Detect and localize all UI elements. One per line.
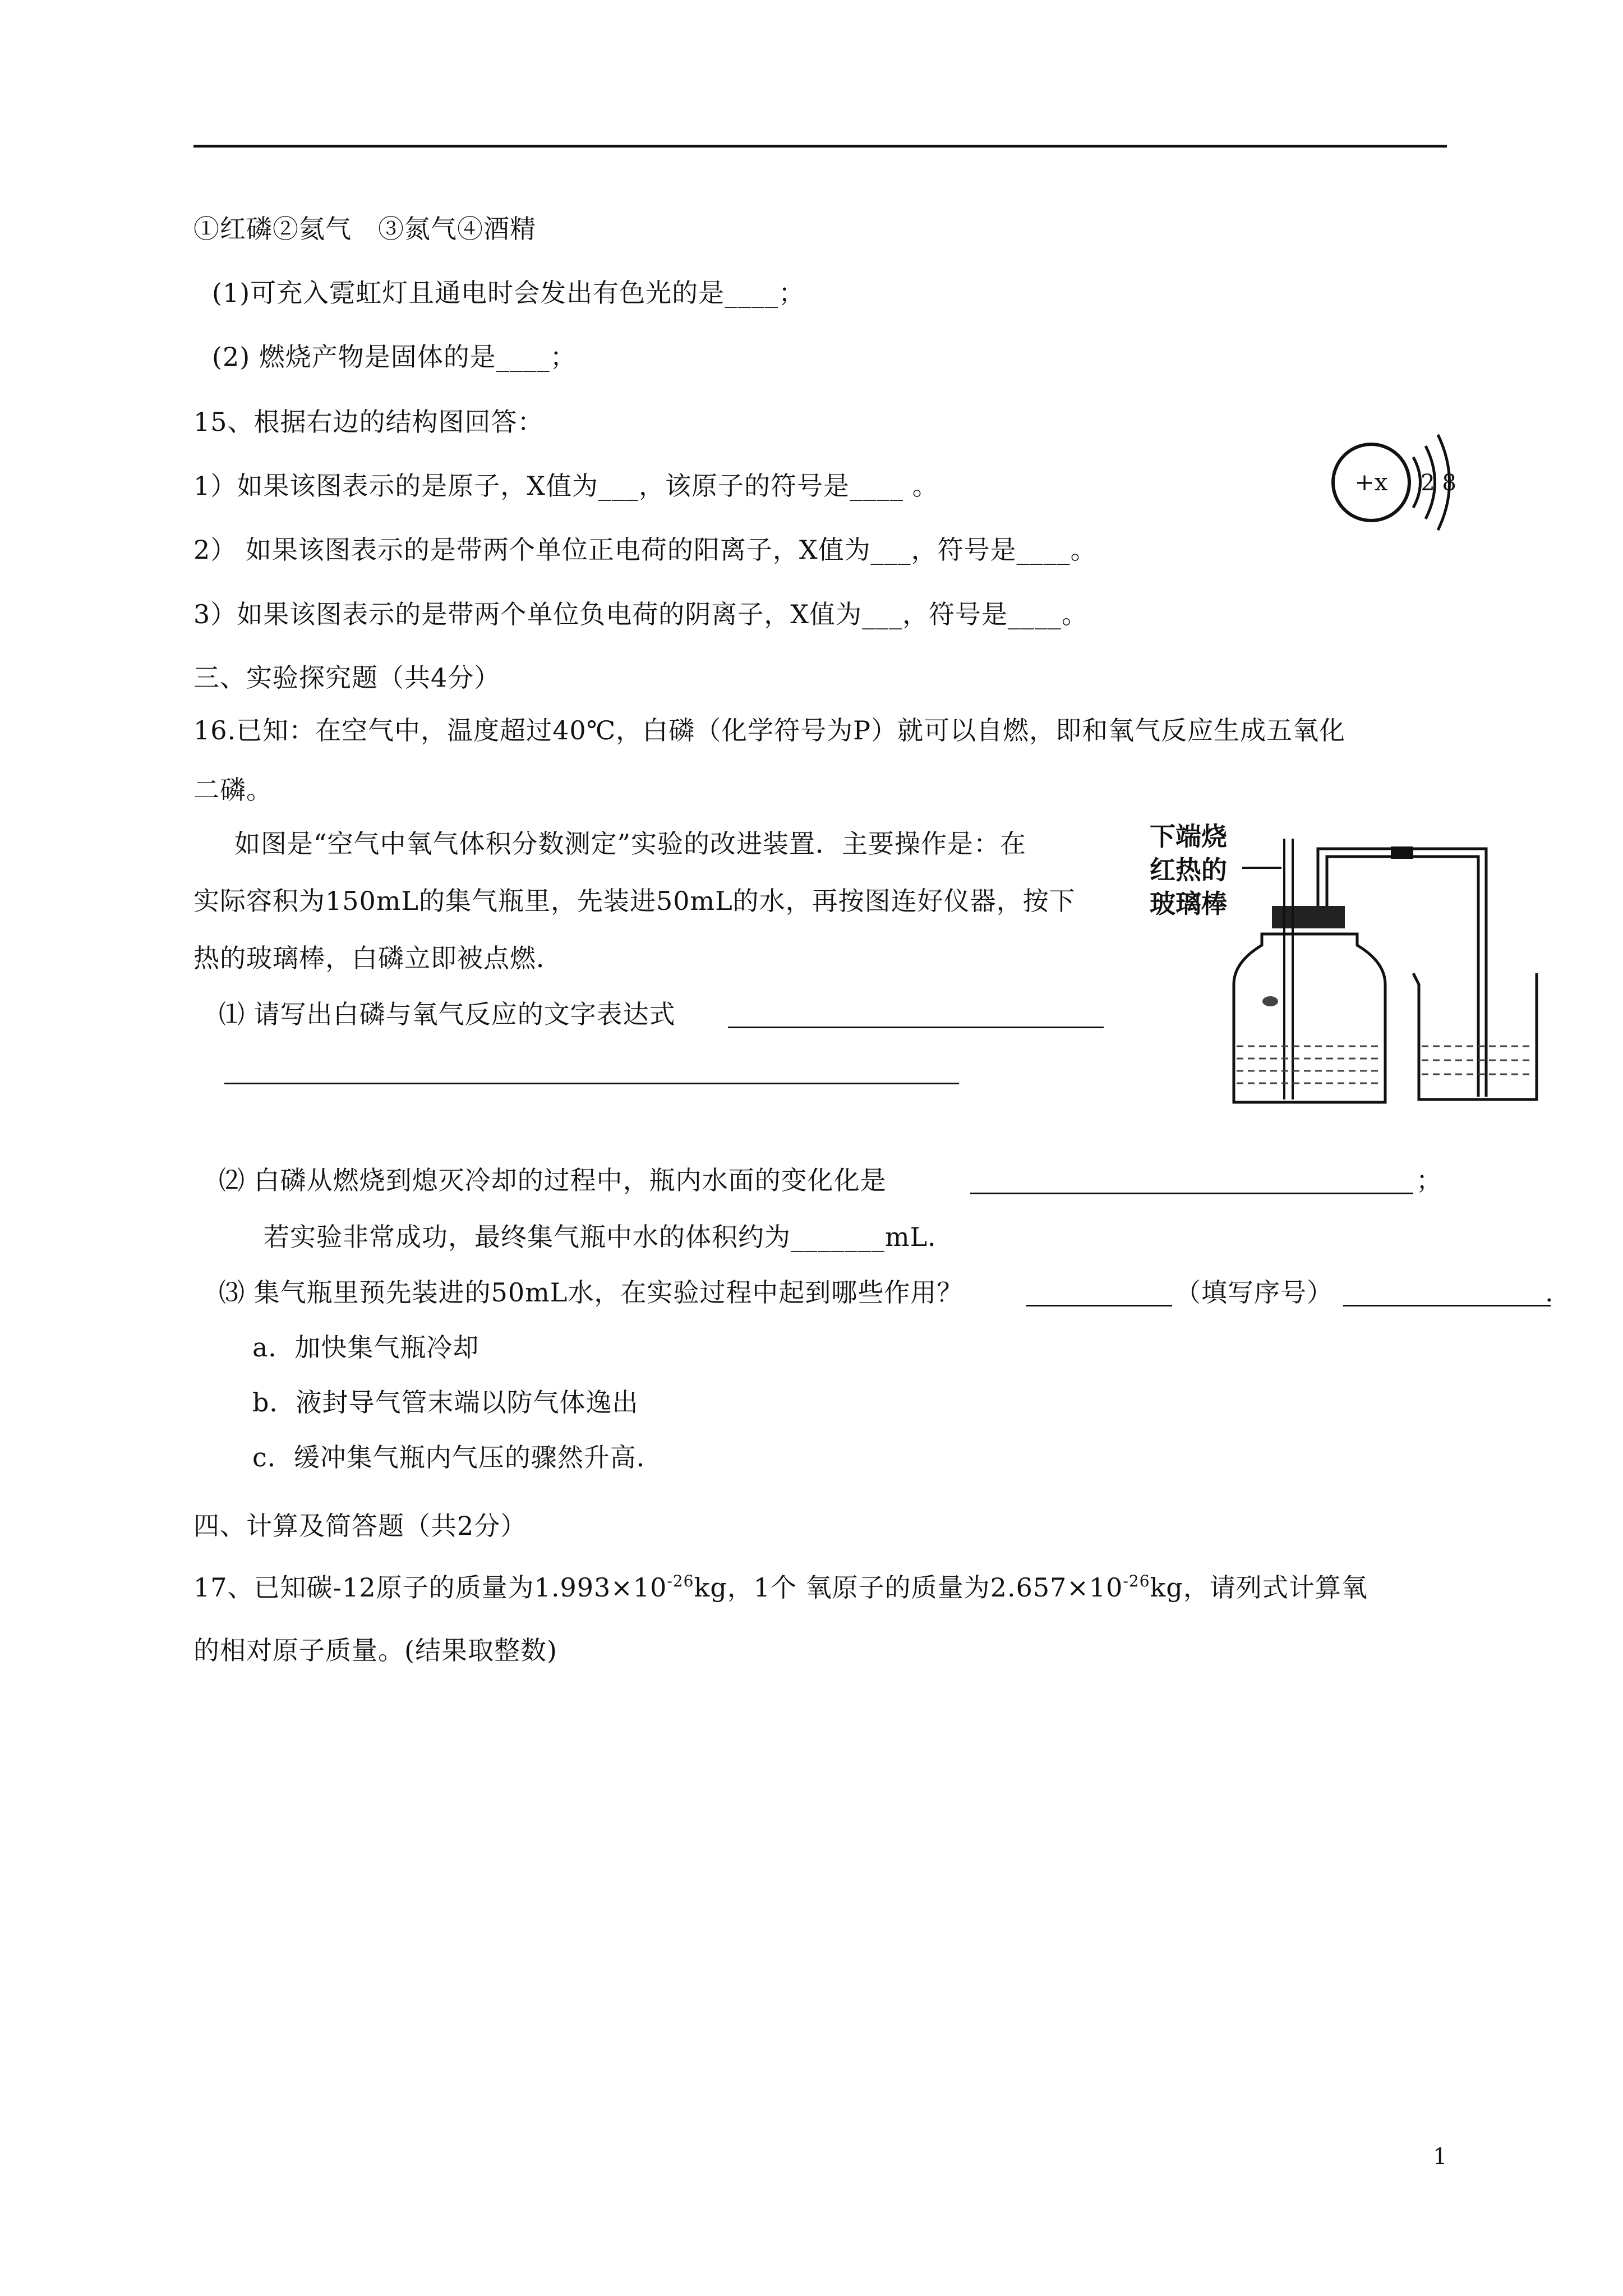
question-16-3: ⑶ 集气瓶里预先装进的50mL水，在实验过程中起到哪些作用？ [219,1277,963,1308]
question-16-3-end: . [1545,1277,1554,1308]
page-number: 1 [1433,2144,1447,2170]
option-a: a．加快集气瓶冷却 [252,1332,479,1363]
answer-line [224,1083,959,1084]
question-16-2b: 若实验非常成功，最终集气瓶中水的体积约为_______mL． [264,1222,955,1252]
option-c: c．缓冲集气瓶内气压的骤然升高． [252,1442,663,1473]
question-16-1: ⑴ 请写出白磷与氧气反应的文字表达式 [219,999,676,1029]
question-15-3: 3）如果该图表示的是带两个单位负电荷的阴离子，X值为___，符号是____。 [193,599,1089,629]
question-16-2-end: ； [1416,1165,1442,1195]
answer-line [728,1027,1104,1028]
question-16-2: ⑵ 白磷从燃烧到熄灭冷却的过程中，瓶内水面的变化化是 [219,1165,887,1195]
question-17-line-2: 的相对原子质量。(结果取整数) [193,1635,557,1665]
question-14-1: (1)可充入霓虹灯且通电时会发出有色光的是____； [212,278,805,308]
question-14-2: (2) 燃烧产物是固体的是____； [212,342,577,372]
nucleus-charge: +x [1354,468,1388,496]
apparatus-label-3: 玻璃棒 [1150,889,1227,919]
substance-choices: ①红磷②氦气 ③氮气④酒精 [193,214,536,244]
question-16-line-2: 二磷。 [193,775,273,805]
header-rule [193,145,1447,148]
question-16-intro-2: 实际容积为150mL的集气瓶里，先装进50mL的水，再按图连好仪器，按下 [193,886,1076,916]
question-17-line-1: 17、已知碳-12原子的质量为$1.993\times 10^{-26}kg$，1个 氧原子的质量为$2.657\times 10^{-26}kg$，请列式计算氧 [193,1572,1368,1603]
apparatus-label-2: 红热的 [1150,855,1227,885]
gas-collection-bottle [1234,839,1385,1102]
section-4-heading: 四、计算及简答题（共2分） [193,1511,527,1541]
question-15-1: 1）如果该图表示的是原子，X值为___，该原子的符号是____ 。 [193,471,939,501]
water-beaker [1413,973,1537,1099]
question-15-title: 15、根据右边的结构图回答： [193,407,544,437]
atomic-structure-diagram [1329,432,1469,533]
question-16-3-mid: （填写序号） [1175,1277,1333,1308]
answer-line [970,1193,1413,1194]
shell-electrons: 2 8 [1421,470,1456,496]
experiment-apparatus-figure [1150,816,1542,1108]
question-16-intro-1: 如图是“空气中氧气体积分数测定”实验的改进装置．主要操作是：在 [234,829,1027,859]
apparatus-label-1: 下端烧 [1150,821,1227,852]
answer-line [1343,1305,1551,1306]
option-b: b．液封导气管末端以防气体逸出 [252,1387,639,1418]
question-16-line-1: 16.已知：在空气中，温度超过40℃，白磷（化学符号为P）就可以自燃，即和氧气反应生成五氧化 [193,715,1346,746]
question-15-2: 2） 如果该图表示的是带两个单位正电荷的阳离子，X值为___，符号是____。 [193,535,1097,565]
section-3-heading: 三、实验探究题（共4分） [193,662,501,693]
answer-line [1026,1305,1172,1306]
question-16-intro-3: 热的玻璃棒，白磷立即被点燃． [193,943,562,973]
